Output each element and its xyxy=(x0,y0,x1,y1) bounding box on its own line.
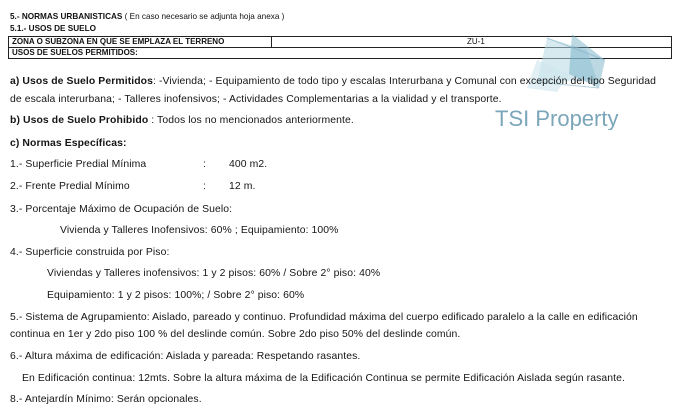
section-a-label: a) Usos de Suelo Permitidos xyxy=(10,76,154,87)
zone-divider xyxy=(271,37,272,47)
section-title xyxy=(10,12,284,21)
logo-brand-text: TSI Property xyxy=(495,106,619,130)
norm-6-detail: En Edificación continua: 12mts. Sobre la altura máxima de la Edificación Continua se permite Edificación Aislada según rasante. xyxy=(22,373,625,384)
section-b-line xyxy=(10,115,354,126)
norm-4-detail2: Equipamiento: 1 y 2 pisos: 100%; / Sobre 2° piso: 60% xyxy=(47,290,305,301)
norm-2-value: 12 m. xyxy=(229,181,256,192)
norm-5-line1: 5.- Sistema de Agrupamiento: Aislado, pareado y continuo. Profundidad máxima del cuerpo edificado paralelo a la calle en edificación xyxy=(10,312,638,323)
zone-label: ZONA O SUBZONA EN QUE SE EMPLAZA EL TERRENO xyxy=(12,37,225,46)
section-title-text: 5.- NORMAS URBANISTICAS xyxy=(10,12,123,21)
norm-6-line: 6.- Altura máxima de edificación: Aislada y pareada: Respetando rasantes. xyxy=(10,351,361,362)
section-a-text2: de escala interurbana; - Talleres inofensivos; - Actividades Complementarias a la vialidad y el transporte. xyxy=(10,94,502,105)
norm-3-label: 3.- Porcentaje Máximo de Ocupación de Suelo: xyxy=(10,204,233,215)
norm-1-sep: : xyxy=(203,159,206,170)
uses-label: USOS DE SUELOS PERMITIDOS: xyxy=(12,48,138,57)
norm-2-sep: : xyxy=(203,181,206,192)
norm-4-detail1: Viviendas y Talleres inofensivos: 1 y 2 pisos: 60% / Sobre 2° piso: 40% xyxy=(47,268,381,279)
section-c-label: c) Normas Específicas: xyxy=(10,138,127,149)
section-a-text1: : -Vivienda; - Equipamiento de todo tipo y escalas Interurbana y Comunal con excepción del tipo Seguridad xyxy=(153,76,657,87)
norm-5-line2: continua en 1er y 2do piso 100 % del deslinde común. Sobre 2do piso 50% del deslinde común. xyxy=(10,329,461,340)
section-b-label: b) Usos de Suelo Prohibido xyxy=(10,115,149,126)
section-a-line1 xyxy=(10,76,656,87)
norm-8-line: 8.- Antejardín Mínimo: Serán opcionales. xyxy=(10,394,202,405)
zone-value: ZU-1 xyxy=(467,37,485,46)
section-b-text: : Todos los no mencionados anteriormente. xyxy=(148,115,354,126)
norm-2-label: 2.- Frente Predial Mínimo xyxy=(10,181,130,192)
section-title-note: ( En caso necesario se adjunta hoja anexa ) xyxy=(124,12,285,21)
norm-4-label: 4.- Superficie construida por Piso: xyxy=(10,247,170,258)
norm-1-label: 1.- Superficie Predial Mínima xyxy=(10,159,147,170)
subsection-title: 5.1.- USOS DE SUELO xyxy=(10,24,96,33)
norm-1-value: 400 m2. xyxy=(229,159,268,170)
norm-3-detail: Vivienda y Talleres Inofensivos: 60% ; Equipamiento: 100% xyxy=(60,225,339,236)
